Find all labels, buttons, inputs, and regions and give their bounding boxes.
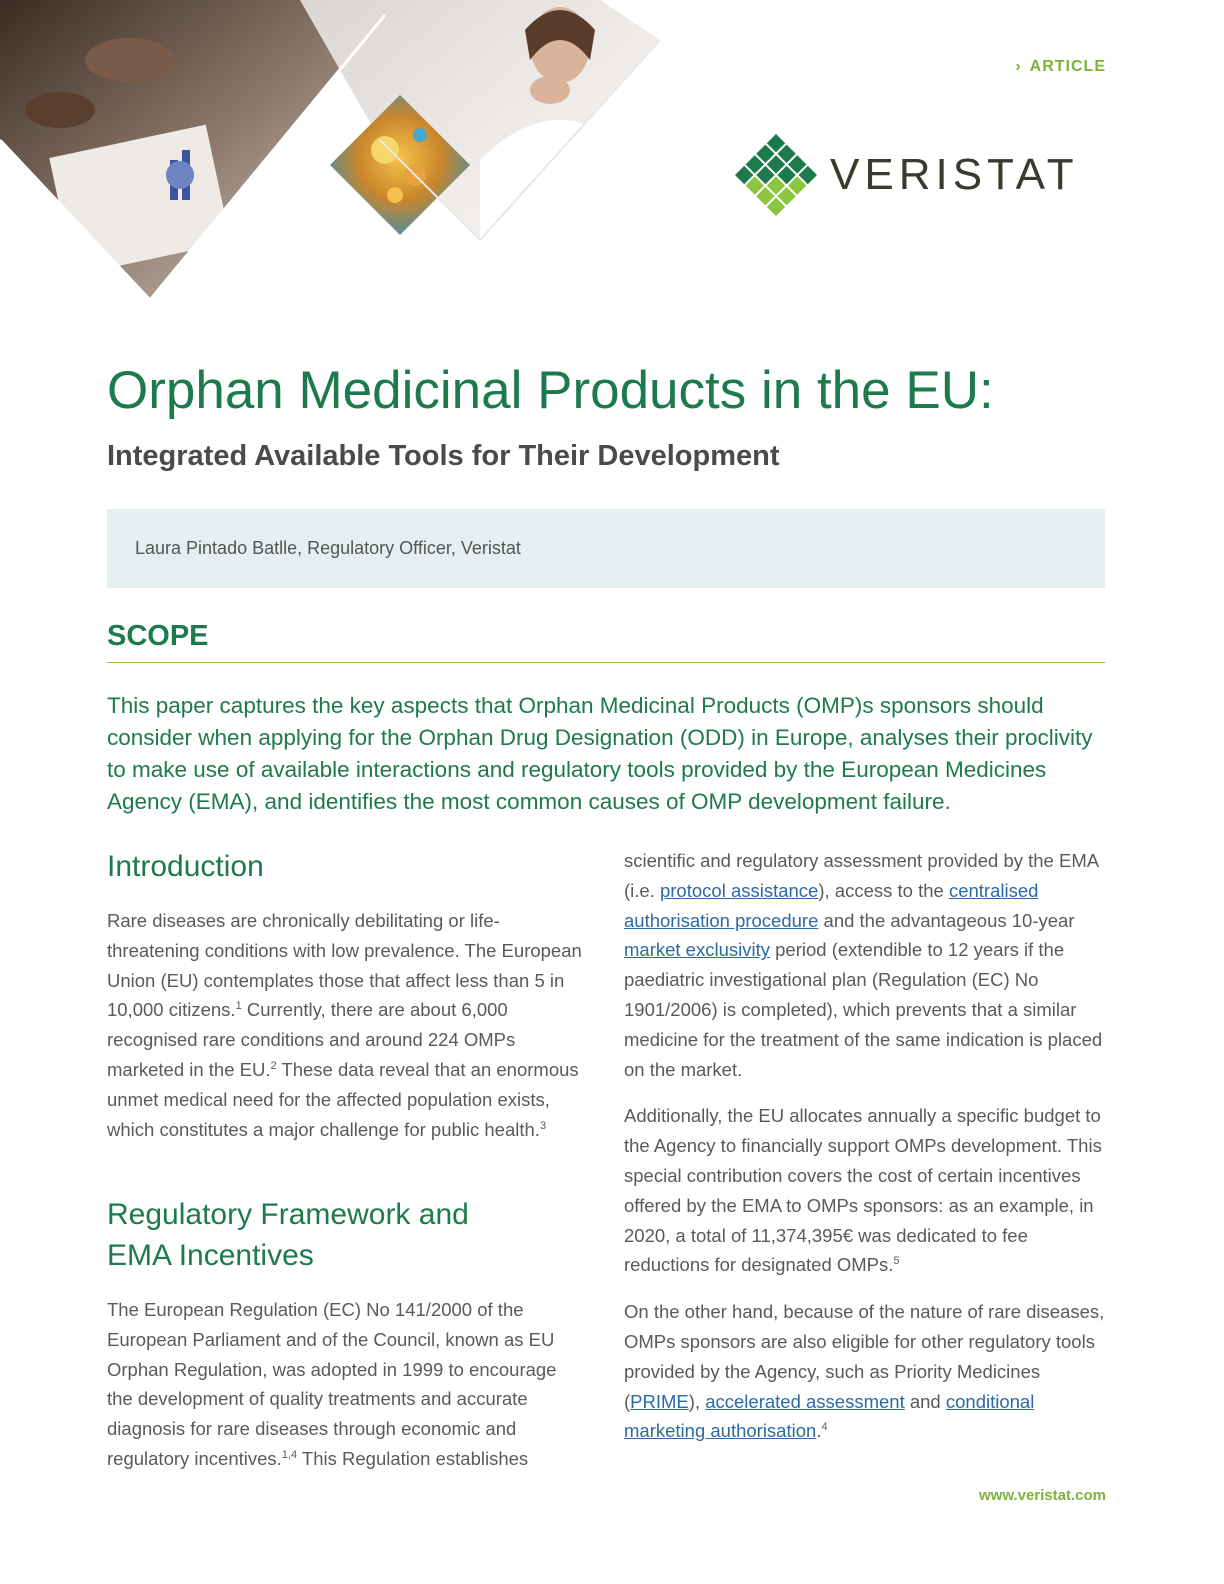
logo-wordmark: VERISTAT: [830, 150, 1079, 199]
prime-link[interactable]: PRIME: [630, 1390, 689, 1412]
article-tag: [1015, 58, 1106, 76]
article-label: ARTICLE: [1029, 58, 1106, 75]
intro-heading: Introduction: [107, 850, 264, 883]
chevron-right-icon: ›: [1015, 58, 1022, 75]
scope-divider: [107, 662, 1105, 663]
author-box: [107, 509, 1105, 588]
right-column: [624, 846, 1114, 1446]
right-paragraph-3: On the other hand, because of the nature of rare diseases, OMPs sponsors are also eligible for other regulatory tools provided by the Agency, such as Priority Medicines (PRIME), accelerated assessment and conditional marketing authorisation.$^4$: [624, 1301, 1105, 1442]
centralised-procedure-link[interactable]: centralised authorisation procedure: [624, 879, 1039, 931]
intro-paragraph: Rare diseases are chronically debilitating or life-threatening conditions with low prevalence. The European Union (EU) contemplates those that affect less than 5 in 10,000 citizens.$^1$ Currently, there are about 6,000 recognised rare conditions and around 224 OMPs marketed in the EU.$^2$ These data reveal that an enormous unmet medical need for the affected population exists, which constitutes a major challenge for public health.$^3$: [107, 910, 582, 1140]
right-paragraph-2: Additionally, the EU allocates annually a specific budget to the Agency to financially support OMPs development. This special contribution covers the cost of certain incentives offered by the EMA to OMPs sponsors: as an example, in 2020, a total of 11,374,395€ was dedicated to fee reductions for designated OMPs.$^5$: [624, 1105, 1102, 1276]
author-line: Laura Pintado Batlle, Regulatory Officer, Veristat: [135, 538, 521, 558]
hero-photo-collage: [0, 0, 680, 310]
footer-url-link[interactable]: www.veristat.com: [979, 1487, 1106, 1504]
right-paragraph-1: scientific and regulatory assessment provided by the EMA (i.e. protocol assistance), access to the centralised authorisation procedure and the advantageous 10-year market exclusivity period (extendible to 12 years if the paediatric investigational plan (Regulation (EC) No 1901/2006) is completed), which prevents that a similar medicine for the treatment of the same indication is placed on the market.: [624, 850, 1103, 1080]
regulatory-paragraph: The European Regulation (EC) No 141/2000 of the European Parliament and of the Council, known as EU Orphan Regulation, was adopted in 1999 to encourage the development of quality treatments and accurate diagnosis for rare diseases through economic and regulatory incentives.$^{1,4}$ This Regulation establishes: [107, 1299, 557, 1469]
accelerated-assessment-link[interactable]: accelerated assessment: [705, 1390, 905, 1412]
logo-diamond-grid-icon: [730, 132, 822, 224]
conditional-authorisation-link[interactable]: conditional marketing authorisation: [624, 1390, 1035, 1442]
protocol-assistance-link[interactable]: protocol assistance: [659, 879, 819, 901]
veristat-logo: [730, 132, 1110, 224]
scope-heading: SCOPE: [107, 620, 209, 652]
page-subtitle: Integrated Available Tools for Their Development: [107, 440, 780, 472]
regulatory-heading: Regulatory Framework and EMA Incentives: [107, 1198, 469, 1272]
page-title: Orphan Medicinal Products in the EU:: [107, 361, 994, 420]
scope-text: This paper captures the key aspects that Orphan Medicinal Products (OMP)s sponsors should consider when applying for the Orphan Drug Designation (ODD) in Europe, analyses their proclivity to make use of available interactions and regulatory tools provided by the European Medicines Agency (EMA), and identifies the most common causes of OMP development failure.: [107, 693, 1093, 814]
market-exclusivity-link[interactable]: market exclusivity: [624, 939, 770, 961]
